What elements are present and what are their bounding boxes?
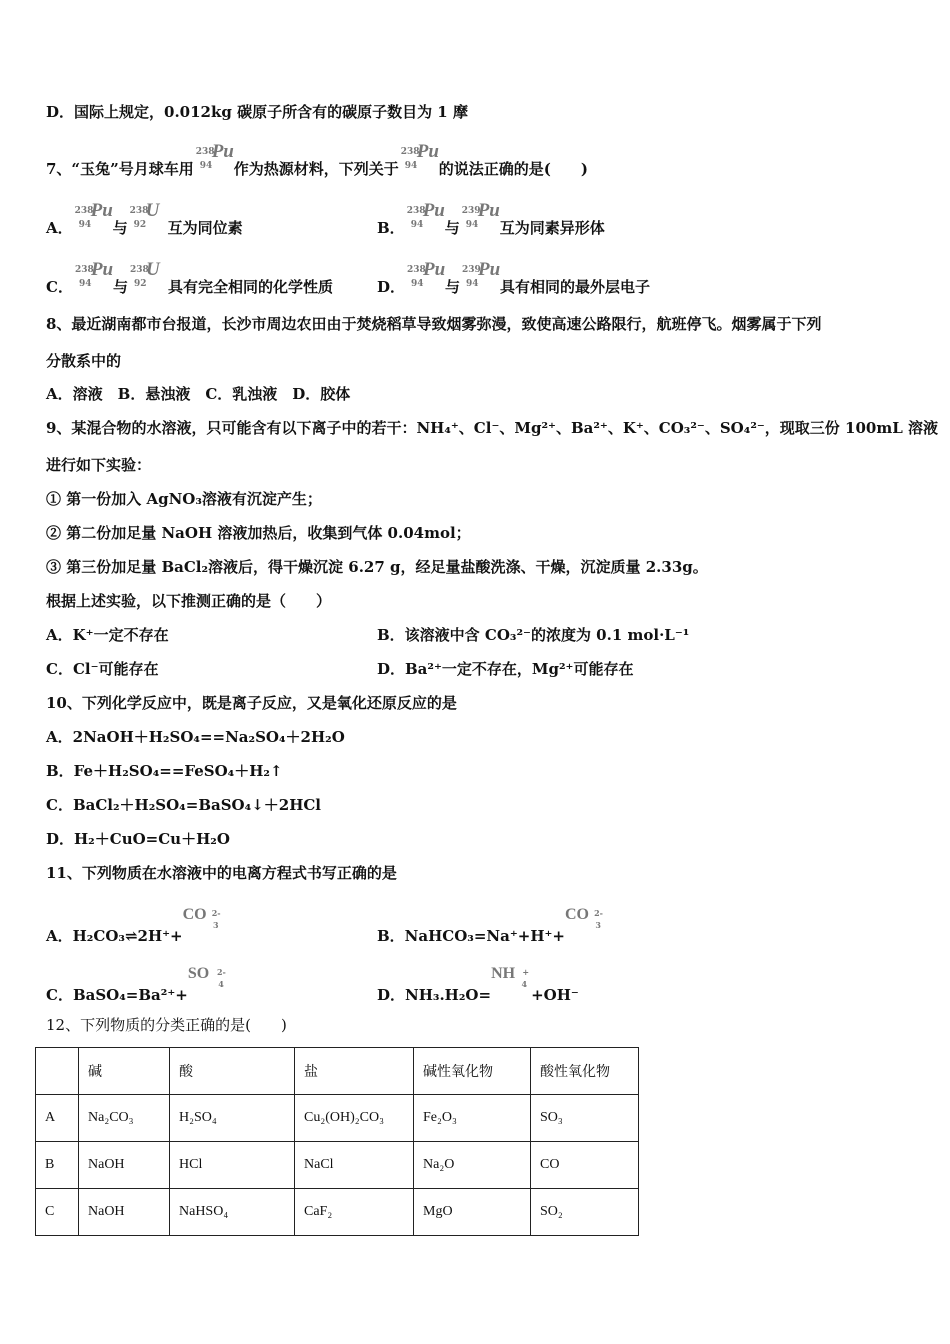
table-cell: NaCl xyxy=(295,1142,414,1189)
table-cell: SO₃ xyxy=(531,1095,639,1142)
q10-option-d: D．H₂＋CuO=Cu＋H₂O xyxy=(46,830,230,848)
nuclide-pu239: 239 94 Pu xyxy=(462,259,501,289)
table-cell: NaOH xyxy=(79,1189,170,1236)
table-header: 酸 xyxy=(170,1048,295,1095)
q9-option-b: B．该溶液中含 CO₃²⁻的浓度为 0.1 mol·L⁻¹ xyxy=(377,626,690,644)
table-header: 碱 xyxy=(79,1048,170,1095)
q11-stem: 11、下列物质在水溶液中的电离方程式书写正确的是 xyxy=(46,864,397,882)
q7-option-d: D． 238 94 Pu 与 239 94 Pu 具有相同的最外层电子 xyxy=(377,259,651,296)
q8-stem-2: 分散系中的 xyxy=(46,352,122,370)
table-cell: Na₂CO₃ xyxy=(79,1095,170,1142)
q9-option-c: C．Cl⁻可能存在 xyxy=(46,660,159,678)
table-cell: B xyxy=(36,1142,79,1189)
q10-option-b: B．Fe＋H₂SO₄==FeSO₄＋H₂↑ xyxy=(46,762,283,780)
q9-step-1: ① 第一份加入 AgNO₃溶液有沉淀产生； xyxy=(46,490,322,508)
q7-text-3: 的说法正确的是( ) xyxy=(438,160,588,178)
table-cell: CO xyxy=(531,1142,639,1189)
nuclide-pu238: 238 94 Pu xyxy=(406,200,445,230)
q9-stem-2: 进行如下实验： xyxy=(46,456,152,474)
q9-option-d: D．Ba²⁺一定不存在，Mg²⁺可能存在 xyxy=(377,660,634,678)
q10-stem: 10、下列化学反应中，既是离子反应，又是氧化还原反应的是 xyxy=(46,694,457,712)
q11-option-c: C．BaSO₄=Ba²⁺+ SO 2- 4 xyxy=(46,965,226,1004)
table-cell: A xyxy=(36,1095,79,1142)
table-cell: H₂SO₄ xyxy=(170,1095,295,1142)
q7-option-b: B． 238 94 Pu 与 239 94 Pu 互为同素异形体 xyxy=(377,200,605,237)
table-cell: MgO xyxy=(414,1189,531,1236)
q9-step-3: ③ 第三份加足量 BaCl₂溶液后，得干燥沉淀 6.27 g，经足量盐酸洗涤、干燥，沉淀质量 2.33g。 xyxy=(46,558,708,576)
table-header xyxy=(36,1048,79,1095)
q7-option-a: A． 238 94 Pu 与 238 92 U 互为同位素 xyxy=(46,200,243,237)
ion-co3: CO 2- 3 xyxy=(565,906,603,930)
q11-option-d: D．NH₃.H₂O= NH + 4 +OH⁻ xyxy=(377,965,579,1004)
nuclide-u238: 238 92 U xyxy=(129,259,160,289)
table-cell: SO₂ xyxy=(531,1189,639,1236)
nuclide-u238: 238 92 U xyxy=(129,200,160,230)
table-cell: C xyxy=(36,1189,79,1236)
nuclide-pu238: 238 94 Pu xyxy=(400,141,439,171)
prev-option-d: D．国际上规定，0.012kg 碳原子所含有的碳原子数目为 1 摩 xyxy=(46,103,468,121)
classification-table xyxy=(35,1047,639,1236)
table-cell: HCl xyxy=(170,1142,295,1189)
nuclide-pu239: 239 94 Pu xyxy=(461,200,500,230)
table-header: 酸性氧化物 xyxy=(531,1048,639,1095)
q7-option-c: C． 238 94 Pu 与 238 92 U 具有完全相同的化学性质 xyxy=(46,259,333,296)
table-cell: Cu₂(OH)₂CO₃ xyxy=(295,1095,414,1142)
table-cell: Fe₂O₃ xyxy=(414,1095,531,1142)
table-row xyxy=(36,1142,639,1189)
table-cell: CaF₂ xyxy=(295,1189,414,1236)
table-cell: NaHSO₄ xyxy=(170,1189,295,1236)
table-header: 盐 xyxy=(295,1048,414,1095)
q9-option-a: A．K⁺一定不存在 xyxy=(46,626,169,644)
table-cell: Na₂O xyxy=(414,1142,531,1189)
q8-options: A．溶液 B．悬浊液 C．乳浊液 D．胶体 xyxy=(46,385,351,403)
table-header: 碱性氧化物 xyxy=(414,1048,531,1095)
ion-nh4: NH + 4 xyxy=(491,965,530,989)
nuclide-pu238: 238 94 Pu xyxy=(74,259,114,289)
q11-option-a: A．H₂CO₃⇌2H⁺+ CO 2- 3 xyxy=(46,906,221,945)
q7-stem xyxy=(46,141,588,179)
q7-text-2: 作为热源材料，下列关于 xyxy=(233,160,399,178)
q11-option-b: B．NaHCO₃=Na⁺+H⁺+ CO 2- 3 xyxy=(377,906,603,945)
q9-ask: 根据上述实验，以下推测正确的是（ ） xyxy=(46,592,332,610)
table-row xyxy=(36,1095,639,1142)
q8-stem-1: 8、最近湖南都市台报道，长沙市周边农田由于焚烧稻草导致烟雾弥漫，致使高速公路限行，航班停飞。烟雾属于下列 xyxy=(46,315,822,333)
q7-text-1: 7、“玉兔”号月球车用 xyxy=(46,160,194,178)
ion-so4: SO 2- 4 xyxy=(187,965,226,989)
q12-stem: 12、下列物质的分类正确的是( ) xyxy=(46,1016,287,1034)
q10-option-a: A．2NaOH＋H₂SO₄==Na₂SO₄＋2H₂O xyxy=(46,728,345,746)
q9-step-2: ② 第二份加足量 NaOH 溶液加热后，收集到气体 0.04mol； xyxy=(46,524,471,542)
q9-stem-1: 9、某混合物的水溶液，只可能含有以下离子中的若干：NH₄⁺、Cl⁻、Mg²⁺、Ba²⁺、K⁺、CO₃²⁻、SO₄²⁻，现取三份 100mL 溶液 xyxy=(46,419,938,437)
table-header-row xyxy=(36,1048,639,1095)
q10-option-c: C．BaCl₂＋H₂SO₄=BaSO₄↓＋2HCl xyxy=(46,796,322,814)
table-cell: NaOH xyxy=(79,1142,170,1189)
ion-co3: CO 2- 3 xyxy=(182,906,221,930)
table-row xyxy=(36,1189,639,1236)
nuclide-pu238: 238 94 Pu xyxy=(407,259,446,289)
nuclide-pu238: 238 94 Pu xyxy=(74,200,113,230)
nuclide-pu238: 238 94 Pu xyxy=(195,141,234,171)
